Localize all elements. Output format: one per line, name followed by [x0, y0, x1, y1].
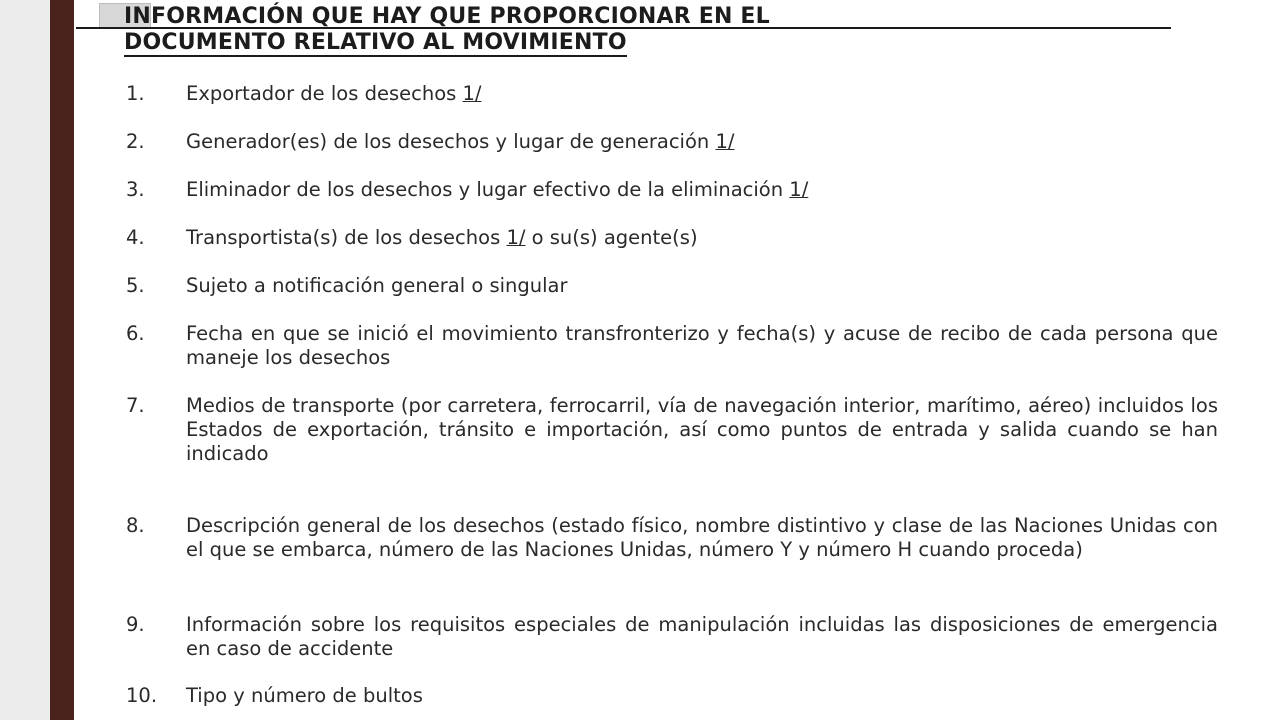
left-accent-bar — [50, 0, 74, 720]
item-number: 5. — [126, 274, 145, 297]
item-number: 6. — [126, 322, 145, 345]
list-item — [126, 322, 1218, 370]
list-item — [126, 684, 1218, 708]
item-text: Eliminador de los desechos y lugar efectivo de la eliminación 1/ — [186, 178, 809, 201]
item-text: Información sobre los requisitos especiales de manipulación incluidas las disposiciones de emergencia en caso de accidente — [186, 613, 1218, 660]
item-number: 9. — [126, 613, 145, 636]
list-item — [126, 394, 1218, 466]
item-text: Fecha en que se inició el movimiento transfronterizo y fecha(s) y acuse de recibo de cada persona que maneje los desechos — [186, 322, 1218, 369]
item-text: Generador(es) de los desechos y lugar de generación 1/ — [186, 130, 735, 153]
left-margin — [0, 0, 50, 720]
document-title — [124, 4, 1184, 57]
item-text: Medios de transporte (por carretera, ferrocarril, vía de navegación interior, marítimo, aéreo) incluidos los Estados de exportación, tránsito e importación, así como puntos de entrada y salida cuando se han indicado — [186, 394, 1218, 465]
item-number: 2. — [126, 130, 145, 153]
item-number: 8. — [126, 514, 145, 537]
list-item — [126, 613, 1218, 661]
title-line-1: INFORMACIÓN QUE HAY QUE PROPORCIONAR EN EL — [124, 4, 770, 29]
list-item — [126, 274, 1218, 298]
item-text: Sujeto a notificación general o singular — [186, 274, 568, 297]
title-line-2: DOCUMENTO RELATIVO AL MOVIMIENTO — [124, 30, 627, 55]
list-item — [126, 82, 1218, 106]
item-number: 3. — [126, 178, 145, 201]
item-number: 10. — [126, 684, 158, 707]
list-item — [126, 178, 1218, 202]
list-item — [126, 514, 1218, 562]
item-text: Descripción general de los desechos (estado físico, nombre distintivo y clase de las Naciones Unidas con el que se embarca, número de las Naciones Unidas, número Y y número H cuando proceda) — [186, 514, 1218, 561]
footnote-ref: 1/ — [506, 226, 526, 249]
list-item — [126, 226, 1218, 250]
item-text: Transportista(s) de los desechos 1/ o su(s) agente(s) — [186, 226, 698, 249]
item-text: Tipo y número de bultos — [186, 684, 423, 707]
item-text: Exportador de los desechos 1/ — [186, 82, 482, 105]
footnote-ref: 1/ — [462, 82, 482, 105]
list-item — [126, 130, 1218, 154]
footnote-ref: 1/ — [715, 130, 735, 153]
item-number: 1. — [126, 82, 145, 105]
item-number: 7. — [126, 394, 145, 417]
footnote-ref: 1/ — [789, 178, 809, 201]
item-number: 4. — [126, 226, 145, 249]
